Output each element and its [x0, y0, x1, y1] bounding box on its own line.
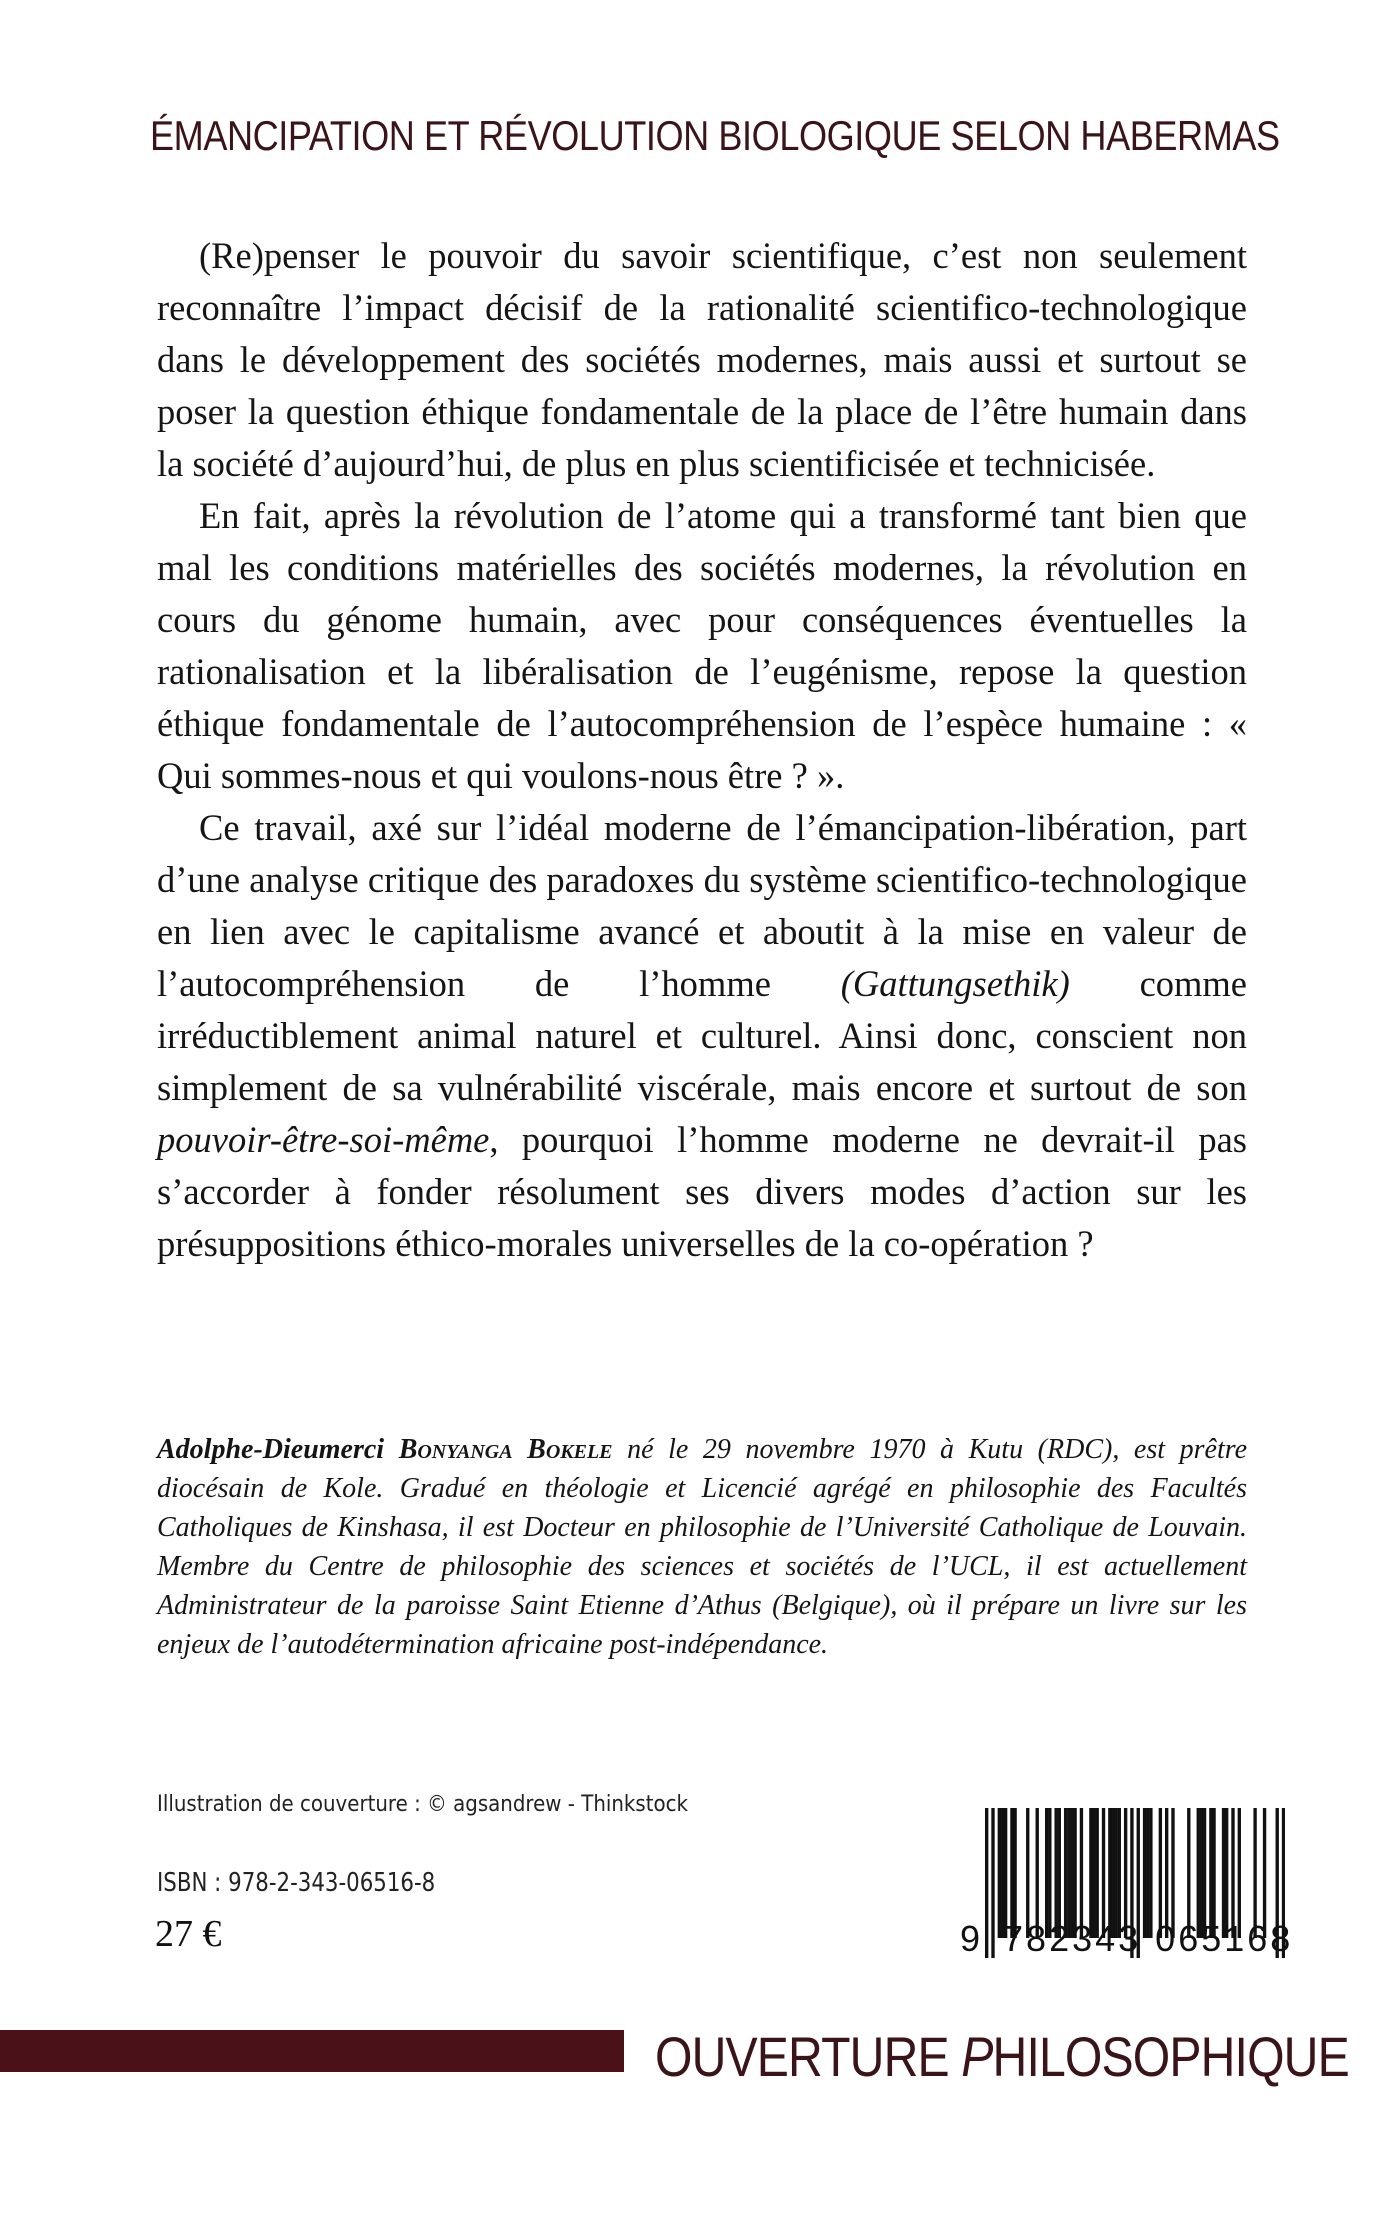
series-word-2-rest: HILOSOPHIQUE	[992, 2025, 1349, 2088]
author-given-names: Adolphe-Dieumerci	[157, 1434, 385, 1465]
book-title: ÉMANCIPATION ET RÉVOLUTION BIOLOGIQUE SELON HABERMAS	[150, 112, 1280, 159]
series-initial: P	[961, 2025, 993, 2088]
series-name	[655, 2024, 1349, 2089]
blurb	[157, 230, 1247, 1270]
series-word-1: OUVERTURE	[655, 2025, 962, 2088]
blurb-paragraph-1: (Re)penser le pouvoir du savoir scientifique, c’est non seulement reconnaître l’impact décisif de la rationalité scientifico-technologique dans le développement des sociétés modernes, mais aussi et surtout se poser la question éthique fondamentale de la place de l’être humain dans la société d’aujourd’hui, de plus en plus scientificisée et technicisée.	[157, 235, 1247, 484]
series-accent-bar	[0, 2030, 624, 2072]
blurb-text: Ce travail, axé sur l’idéal moderne de l’émancipation-libération, part d’une analyse critique des paradoxes du système scientifico-technologique en lien avec le capitalisme avancé et aboutit à la mise en valeur de l’autocompréhension de l’homme	[157, 807, 1247, 1004]
barcode-digits	[960, 1918, 1294, 1960]
author-surname: Bonyanga Bokele	[398, 1434, 613, 1465]
blurb-paragraph-3	[157, 802, 1247, 1270]
blurb-text: , pourquoi l’homme moderne ne devrait-il pas s’accorder à fonder résolument ses divers modes d’action sur les présuppositions éthico-morales universelles de la co-opération ?	[157, 1119, 1247, 1264]
author-bio-text: né le 29 novembre 1970 à Kutu (RDC), est prêtre diocésain de Kole. Gradué en théologie et Licencié agrégé en philosophie des Facultés Catholiques de Kinshasa, il est Docteur en philosophie de l’Université Catholique de Louvain. Membre du Centre de philosophie des sciences et sociétés de l’UCL, il est actuellement Administrateur de la paroisse Saint Etienne d’Athus (Belgique), où il prépare un livre sur les enjeux de l’autodétermination africaine post-indépendance.	[157, 1434, 1248, 1660]
price: 27 €	[155, 1913, 222, 1955]
blurb-italic-term: pouvoir-être-soi-même	[157, 1119, 490, 1160]
blurb-text: comme irréductiblement animal naturel et culturel. Ainsi donc, conscient non simplement de sa vulnérabilité viscérale, mais encore et surtout de son	[157, 963, 1248, 1108]
isbn: ISBN : 978-2-343-06516-8	[157, 1868, 436, 1898]
author-bio	[157, 1430, 1247, 1664]
illustration-credit: Illustration de couverture : © agsandrew - Thinkstock	[157, 1792, 688, 1817]
barcode-left-group: 782343	[1003, 1918, 1142, 1959]
blurb-italic-term: (Gattungsethik)	[840, 963, 1070, 1004]
blurb-paragraph-2: En fait, après la révolution de l’atome qui a transformé tant bien que mal les conditions matérielles des sociétés modernes, la révolution en cours du génome humain, avec pour conséquences éventuelles la rationalisation et la libéralisation de l’eugénisme, repose la question éthique fondamentale de l’autocompréhension de l’espèce humaine : « Qui sommes-nous et qui voulons-nous être ? ».	[157, 495, 1247, 796]
barcode-lead-digit: 9	[960, 1918, 984, 1959]
barcode-right-group: 065168	[1155, 1918, 1294, 1959]
